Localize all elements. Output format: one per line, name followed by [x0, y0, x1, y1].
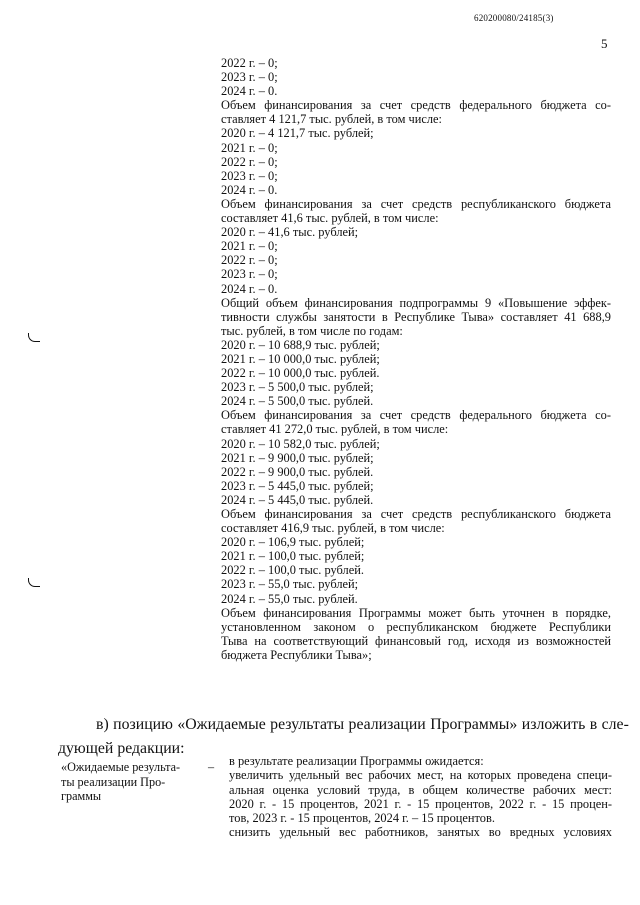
page-number: 5: [601, 36, 608, 51]
text-line: установленном законом о республиканском бюджете Республики: [221, 619, 611, 634]
document-id: 620200080/24185(3): [474, 13, 554, 23]
text-line: 2020 г. – 4 121,7 тыс. рублей;: [221, 126, 374, 141]
text-line: составляет 416,9 тыс. рублей, в том числе:: [221, 521, 445, 536]
text-line: 2022 г. – 9 900,0 тыс. рублей.: [221, 464, 374, 479]
text-line: 2024 г. – 0.: [221, 182, 278, 197]
text-line: Объем финансирования за счет средств федерального бюджета со-: [221, 98, 611, 113]
results-content-cell: [229, 754, 612, 840]
text-line: 2021 г. – 100,0 тыс. рублей;: [221, 549, 365, 564]
text-line: 2024 г. – 55,0 тыс. рублей.: [221, 591, 358, 606]
text-line: 2020 г. – 10 688,9 тыс. рублей;: [221, 337, 380, 352]
text-line: составляет 41,6 тыс. рублей, в том числе:: [221, 211, 439, 226]
results-label-cell: [61, 760, 201, 804]
text-line: 2020 г. – 10 582,0 тыс. рублей;: [221, 436, 380, 451]
text-line: ставляет 41 272,0 тыс. рублей, в том числе:: [221, 422, 449, 437]
text-line: Общий объем финансирования подпрограммы 9 «Повышение эффек-: [221, 295, 611, 310]
margin-mark: [28, 333, 40, 342]
label-line: «Ожидаемые результа-: [61, 760, 181, 774]
text-line: 2022 г. – 100,0 тыс. рублей.: [221, 563, 364, 578]
text-line: 2023 г. – 0;: [221, 70, 278, 85]
result-line: увеличить удельный вес рабочих мест, на которых проведена специ-: [229, 768, 612, 783]
result-line: альная оценка условий труда, в общем количестве рабочих мест:: [229, 782, 612, 797]
text-line: 2023 г. – 5 500,0 тыс. рублей;: [221, 380, 374, 395]
label-dash: –: [208, 760, 215, 774]
text-line: Объем финансирования за счет средств республиканского бюджета: [221, 507, 611, 521]
label-line: ты реализации Про-: [61, 774, 166, 789]
text-line: 2022 г. – 0;: [221, 253, 278, 268]
text-line: 2021 г. – 0;: [221, 239, 278, 254]
text-line: 2022 г. – 0;: [221, 56, 278, 70]
result-line: тов, 2023 г. - 15 процентов, 2024 г. – 15 процентов.: [229, 811, 495, 826]
text-line: 2020 г. – 41,6 тыс. рублей;: [221, 225, 359, 240]
margin-mark: [28, 578, 40, 587]
text-line: 2021 г. – 10 000,0 тыс. рублей;: [221, 351, 380, 366]
text-line: 2022 г. – 0;: [221, 154, 278, 169]
amendment-heading-continued: дующей редакции:: [58, 740, 185, 757]
text-line: тыс. рублей, в том числе по годам:: [221, 323, 403, 338]
amendment-heading: в) позицию «Ожидаемые результаты реализации Программы» изложить в сле-: [96, 716, 629, 733]
result-line: снизить удельный вес работников, занятых во вредных условиях: [229, 825, 612, 840]
funding-text-block: [221, 56, 611, 662]
text-line: 2023 г. – 55,0 тыс. рублей;: [221, 577, 359, 592]
text-line: 2024 г. – 5 500,0 тыс. рублей.: [221, 394, 374, 409]
text-line: 2024 г. – 0.: [221, 281, 278, 296]
text-line: 2021 г. – 0;: [221, 140, 278, 155]
text-line: 2024 г. – 0.: [221, 84, 278, 99]
text-line: 2023 г. – 5 445,0 тыс. рублей;: [221, 478, 374, 493]
text-line: Тыва на соответствующий финансовый год, исходя из возможностей: [221, 633, 611, 648]
label-line: граммы: [61, 789, 102, 803]
text-line: Объем финансирования Программы может быть уточнен в порядке,: [221, 605, 611, 620]
text-line: 2023 г. – 0;: [221, 267, 278, 282]
text-line: Объем финансирования за счет средств республиканского бюджета: [221, 196, 611, 211]
text-line: 2023 г. – 0;: [221, 168, 278, 183]
text-line: Объем финансирования за счет средств федерального бюджета со-: [221, 408, 611, 423]
result-line: в результате реализации Программы ожидается:: [229, 754, 484, 768]
text-line: 2022 г. – 10 000,0 тыс. рублей.: [221, 366, 380, 381]
text-line: 2020 г. – 106,9 тыс. рублей;: [221, 535, 365, 550]
text-line: тивности службы занятости в Республике Тыва» составляет 41 688,9: [221, 309, 611, 324]
text-line: ставляет 4 121,7 тыс. рублей, в том числе:: [221, 112, 443, 127]
result-line: 2020 г. - 15 процентов, 2021 г. - 15 процентов, 2022 г. - 15 процен-: [229, 796, 612, 811]
text-line: 2021 г. – 9 900,0 тыс. рублей;: [221, 450, 374, 465]
text-line: бюджета Республики Тыва»;: [221, 647, 372, 662]
text-line: 2024 г. – 5 445,0 тыс. рублей.: [221, 492, 374, 507]
